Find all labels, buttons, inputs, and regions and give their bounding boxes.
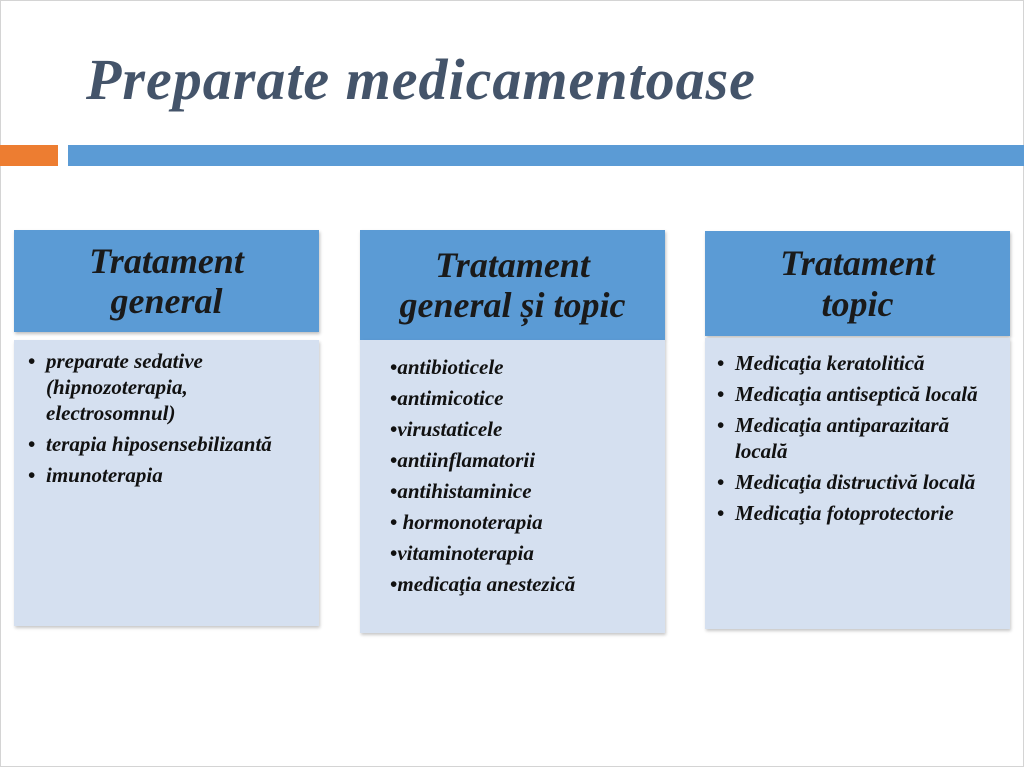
list-item: • hormonoterapia [390, 510, 543, 534]
list-item: • preparate sedative (hipnozoterapia, electrosomnul) [28, 348, 307, 426]
list-item: •antimicotice [390, 386, 504, 410]
list-item: •antibioticele [390, 355, 504, 379]
list-item: •antiinflamatorii [390, 448, 536, 472]
heading-line: Tratament [435, 244, 590, 285]
heading-line: topic [821, 283, 894, 324]
column-body [360, 340, 665, 633]
list-item: • Medicaţia distructivă locală [717, 469, 1000, 495]
accent-bar-orange [0, 145, 58, 166]
item-list [28, 348, 307, 488]
list-item: • Medicaţia antiseptică locală [717, 381, 1000, 407]
heading-line: Tratament [780, 243, 935, 284]
list-item: •medicaţia anestezică [390, 572, 576, 596]
column-body [14, 340, 319, 626]
item-list [717, 350, 1000, 526]
list-item: • terapia hiposensebilizantă [28, 431, 307, 457]
list-item: • Medicaţia antiparazitară locală [717, 412, 1000, 464]
column-heading [705, 231, 1010, 336]
column-heading [360, 230, 665, 340]
column-tratament-general [14, 230, 319, 626]
list-item: • Medicaţia keratolitică [717, 350, 1000, 376]
list-item: • Medicaţia fotoprotectorie [717, 500, 1000, 526]
accent-bar-blue [68, 145, 1024, 166]
list-item: •virustaticele [390, 417, 503, 441]
heading-line: Tratament [89, 240, 244, 281]
list-item: •vitaminoterapia [390, 541, 534, 565]
list-item: • imunoterapia [28, 462, 307, 488]
column-heading [14, 230, 319, 332]
heading-line: general [110, 281, 223, 321]
column-body [705, 338, 1010, 629]
item-list [390, 354, 655, 597]
list-item: •antihistaminice [390, 479, 532, 503]
slide-title: Preparate medicamentoase [86, 47, 756, 112]
column-tratament-topic [705, 231, 1010, 629]
column-tratament-general-si-topic [360, 230, 665, 633]
heading-line: general și topic [399, 285, 626, 325]
